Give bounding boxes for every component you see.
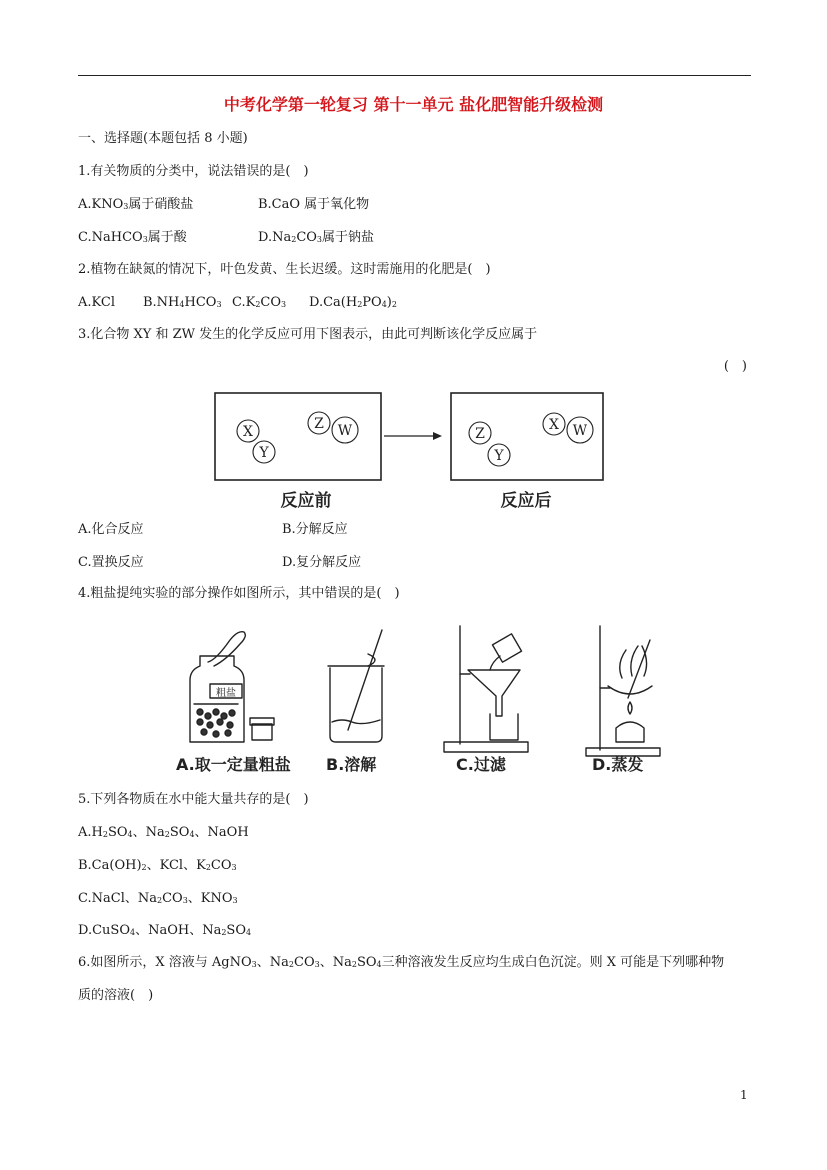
atom-label: Z (475, 426, 485, 442)
q5-option-a: $A.H_2SO_4$、$Na_2SO_4$、NaOH (78, 825, 249, 840)
op-label-b: B.溶解 (326, 755, 377, 774)
q3-answer-paren: ( ) (723, 359, 747, 374)
q6-stem: 6.如图所示，X 溶液与 AgNO$_3$、$Na_2CO_3$、$Na_2SO_4$三种溶液发生反应均生成白色沉淀。则 X 可能是下列哪种物 (78, 955, 725, 970)
beaker-stir-icon (328, 630, 384, 742)
q4-stem: 4.粗盐提纯实验的部分操作如图所示，其中错误的是( ) (78, 586, 400, 601)
q5-option-c: C.NaCl、$Na_2CO_3$、$KNO_3$ (78, 891, 238, 906)
q2-option-b: $B.NH_4HCO_3$ (143, 295, 222, 310)
q2-stem: 2.植物在缺氮的情况下，叶色发黄、生长迟缓。这时需施用的化肥是( ) (78, 262, 491, 277)
atom-label: X (243, 424, 253, 440)
reaction-diagram (210, 388, 610, 518)
atom-label: Z (314, 416, 324, 432)
q5-option-b: $B.Ca(OH)_2$、KCl、$K_2CO_3$ (78, 858, 237, 873)
atom-label: X (549, 417, 559, 433)
q1-option-c: C.NaHCO$_3$属于酸 (78, 230, 187, 245)
header-rule (78, 75, 751, 76)
arrow-icon (384, 432, 442, 440)
filtration-icon (444, 626, 528, 752)
evaporation-icon (586, 626, 660, 756)
q3-option-c: C.置换反应 (78, 555, 144, 570)
page-title: 中考化学第一轮复习 第十一单元 盐化肥智能升级检测 (223, 95, 604, 114)
jar-label: 粗盐 (216, 688, 236, 699)
lab-operations-figure (170, 618, 660, 778)
section-heading: 一、选择题(本题包括 8 小题) (78, 131, 248, 146)
atom-label: W (337, 423, 353, 439)
q1-stem: 1.有关物质的分类中，说法错误的是( ) (78, 164, 309, 179)
q1-option-d: $D.Na_2CO_3$属于钠盐 (258, 230, 375, 245)
op-label-d: D.蒸发 (592, 755, 644, 774)
op-label-a: A.取一定量粗盐 (176, 755, 291, 774)
q2-option-a: A.KCl (78, 295, 115, 310)
page-number: 1 (740, 1088, 748, 1102)
q3-option-a: A.化合反应 (78, 522, 144, 537)
jar-salt-pile (197, 709, 235, 737)
q5-option-d: D.CuSO$_4$、NaOH、$Na_2SO_4$ (78, 923, 252, 938)
q1-option-a: $A.KNO_3$属于硝酸盐 (78, 197, 194, 212)
q3-option-b: B.分解反应 (282, 522, 348, 537)
q3-stem: 3.化合物 XY 和 ZW 发生的化学反应可用下图表示，由此可判断该化学反应属于 (78, 327, 538, 342)
q3-option-d: D.复分解反应 (282, 555, 362, 570)
q1-option-b: B.CaO 属于氧化物 (258, 197, 370, 212)
after-label: 反应后 (500, 491, 552, 511)
q5-stem: 5.下列各物质在水中能大量共存的是( ) (78, 792, 309, 807)
op-label-c: C.过滤 (456, 755, 506, 774)
atom-label: W (572, 423, 588, 439)
q2-option-d: $D.Ca(H_2PO_4)_2$ (309, 295, 397, 310)
q2-option-c: $C.K_2CO_3$ (232, 295, 287, 310)
q6-stem-line2: 质的溶液( ) (78, 988, 154, 1003)
atom-label: Y (259, 445, 269, 461)
atom-label: Y (494, 448, 504, 464)
before-label: 反应前 (280, 491, 332, 511)
